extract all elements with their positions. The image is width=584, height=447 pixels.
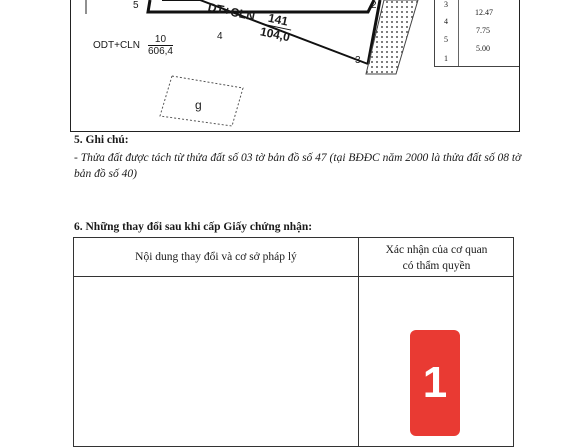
vertex-4-label: 4 (217, 31, 223, 42)
col2-header-line1: Xác nhận của cơ quan (385, 244, 488, 256)
edge-length-table (434, 0, 519, 67)
section5-note-line1: - Thửa đất được tách từ thửa đất số 03 tờ bản đồ số 47 (tại BĐĐC năm 2000 là thửa đất số 08 tờ (74, 152, 522, 164)
edge-point: 1 (444, 54, 448, 63)
edge-point: 5 (444, 35, 448, 44)
parcel-left-area: 606,4 (147, 46, 173, 57)
edge-length: 12.47 (475, 8, 493, 17)
parcel-left-number: 10 (148, 34, 173, 46)
col2-header-line2: có thẩm quyền (402, 260, 471, 272)
edge-length: 7.75 (476, 26, 490, 35)
building-label: g (195, 98, 202, 112)
edge-length: 5.00 (476, 44, 490, 53)
parcel-left-code: ODT+CLN (93, 40, 140, 51)
parcel-main-code: DT+CLN (206, 0, 257, 24)
section5-heading: 5. Ghi chú: (74, 134, 129, 146)
parcel-left-label (93, 34, 173, 57)
edge-point: 3 (444, 0, 448, 9)
parcel-main-number: 141 (262, 10, 294, 31)
section6-heading: 6. Những thay đổi sau khi cấp Giấy chứng nhận: (74, 221, 313, 233)
page-number-badge: 1 (410, 330, 460, 436)
section5-note-line2: bản đồ số 40) (74, 168, 137, 180)
parcel-main-area: 104,0 (258, 24, 292, 45)
vertex-2-label: 2 (371, 0, 377, 11)
changes-table-col2-header (359, 242, 514, 274)
vertex-3-label: 3 (355, 55, 361, 66)
changes-table-col1-header: Nội dung thay đổi và cơ sở pháp lý (135, 251, 297, 263)
vertex-5-label: 5 (133, 0, 139, 11)
edge-point: 4 (444, 17, 448, 26)
